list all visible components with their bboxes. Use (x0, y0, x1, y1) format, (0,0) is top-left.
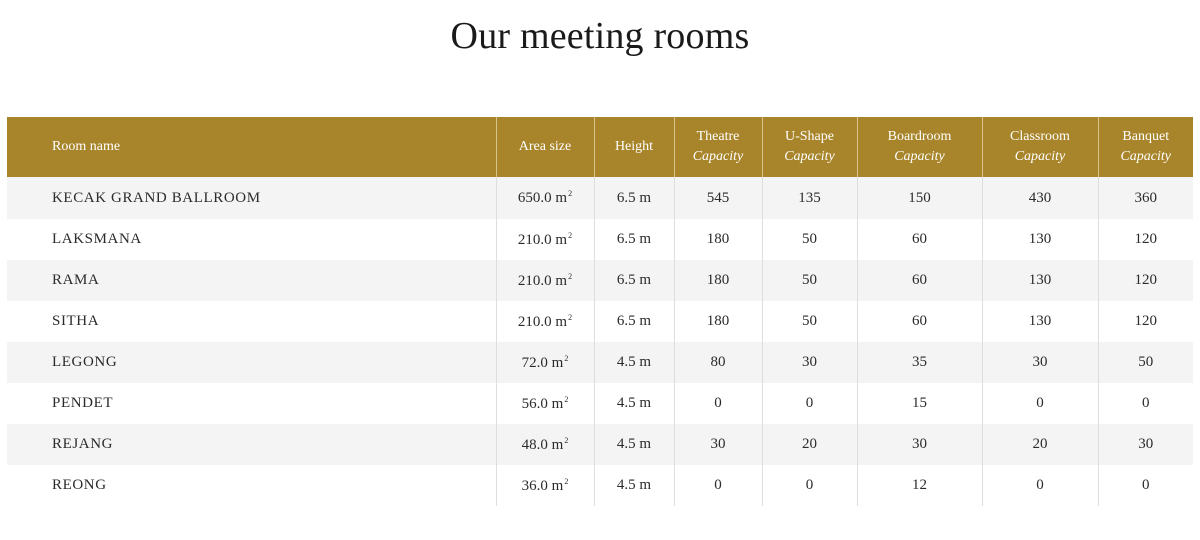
room-name: RAMA (7, 260, 496, 301)
capacity-classroom: 20 (982, 424, 1098, 465)
capacity-theatre: 0 (674, 465, 762, 506)
room-height: 6.5 m (594, 177, 674, 219)
header-theatre: Theatre Capacity (674, 117, 762, 177)
table-row (7, 342, 1193, 383)
capacity-boardroom: 12 (857, 465, 982, 506)
capacity-theatre: 545 (674, 177, 762, 219)
capacity-theatre: 180 (674, 219, 762, 260)
header-room-name: Room name (7, 117, 496, 177)
table-row (7, 260, 1193, 301)
capacity-theatre: 30 (674, 424, 762, 465)
header-boardroom: Boardroom Capacity (857, 117, 982, 177)
capacity-banquet: 50 (1098, 342, 1193, 383)
room-name: LEGONG (7, 342, 496, 383)
table-row (7, 177, 1193, 219)
capacity-classroom: 130 (982, 219, 1098, 260)
header-banquet: Banquet Capacity (1098, 117, 1193, 177)
capacity-classroom: 0 (982, 383, 1098, 424)
room-area: 56.0 $m^2$ (496, 383, 594, 424)
room-height: 6.5 m (594, 260, 674, 301)
capacity-theatre: 0 (674, 383, 762, 424)
capacity-u-shape: 0 (762, 465, 857, 506)
capacity-u-shape: 50 (762, 260, 857, 301)
room-height: 4.5 m (594, 383, 674, 424)
capacity-u-shape: 135 (762, 177, 857, 219)
room-height: 6.5 m (594, 219, 674, 260)
capacity-theatre: 80 (674, 342, 762, 383)
room-name: REONG (7, 465, 496, 506)
capacity-u-shape: 20 (762, 424, 857, 465)
room-name: LAKSMANA (7, 219, 496, 260)
table-row (7, 465, 1193, 506)
room-area: 48.0 $m^2$ (496, 424, 594, 465)
capacity-banquet: 120 (1098, 219, 1193, 260)
capacity-boardroom: 35 (857, 342, 982, 383)
capacity-banquet: 360 (1098, 177, 1193, 219)
capacity-classroom: 430 (982, 177, 1098, 219)
capacity-u-shape: 30 (762, 342, 857, 383)
room-name: SITHA (7, 301, 496, 342)
room-area: 650.0 $m^2$ (496, 177, 594, 219)
header-classroom: Classroom Capacity (982, 117, 1098, 177)
room-height: 6.5 m (594, 301, 674, 342)
room-area: 72.0 $m^2$ (496, 342, 594, 383)
capacity-classroom: 0 (982, 465, 1098, 506)
capacity-classroom: 30 (982, 342, 1098, 383)
capacity-u-shape: 50 (762, 301, 857, 342)
capacity-boardroom: 60 (857, 219, 982, 260)
room-area: 36.0 $m^2$ (496, 465, 594, 506)
page-title: Our meeting rooms (450, 15, 750, 57)
header-height: Height (594, 117, 674, 177)
capacity-banquet: 30 (1098, 424, 1193, 465)
capacity-banquet: 120 (1098, 301, 1193, 342)
capacity-banquet: 120 (1098, 260, 1193, 301)
table-row (7, 301, 1193, 342)
capacity-u-shape: 0 (762, 383, 857, 424)
room-area: 210.0 $m^2$ (496, 301, 594, 342)
capacity-boardroom: 60 (857, 301, 982, 342)
header-area-size: Area size (496, 117, 594, 177)
header-u-shape: U-Shape Capacity (762, 117, 857, 177)
room-area: 210.0 $m^2$ (496, 260, 594, 301)
table-row (7, 219, 1193, 260)
table-row (7, 424, 1193, 465)
capacity-classroom: 130 (982, 260, 1098, 301)
room-name: KECAK GRAND BALLROOM (7, 177, 496, 219)
capacity-boardroom: 150 (857, 177, 982, 219)
capacity-banquet: 0 (1098, 383, 1193, 424)
table-row (7, 383, 1193, 424)
room-height: 4.5 m (594, 465, 674, 506)
table-header-row (7, 117, 1193, 177)
capacity-u-shape: 50 (762, 219, 857, 260)
capacity-boardroom: 15 (857, 383, 982, 424)
room-name: PENDET (7, 383, 496, 424)
room-height: 4.5 m (594, 424, 674, 465)
room-name: REJANG (7, 424, 496, 465)
capacity-banquet: 0 (1098, 465, 1193, 506)
room-area: 210.0 $m^2$ (496, 219, 594, 260)
capacity-theatre: 180 (674, 301, 762, 342)
capacity-theatre: 180 (674, 260, 762, 301)
capacity-boardroom: 30 (857, 424, 982, 465)
capacity-classroom: 130 (982, 301, 1098, 342)
capacity-boardroom: 60 (857, 260, 982, 301)
room-height: 4.5 m (594, 342, 674, 383)
meeting-rooms-table (7, 117, 1193, 506)
